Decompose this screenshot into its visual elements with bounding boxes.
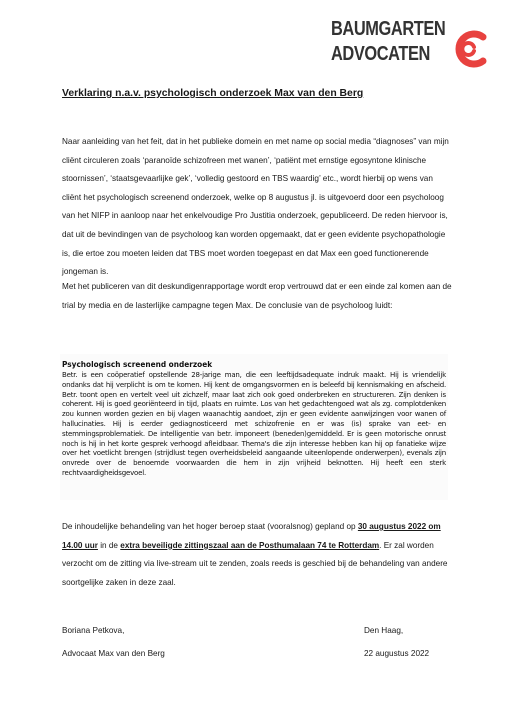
document-title: Verklaring n.a.v. psychologisch onderzoek Max van den Berg <box>62 88 364 99</box>
report-excerpt <box>60 354 448 500</box>
logo-line-2: ADVOCATEN <box>331 43 430 65</box>
hearing-text-2: in de <box>97 540 121 550</box>
hearing-location-highlight: extra beveiligde zittingszaal aan de Posthumalaan 74 te Rotterdam <box>120 540 380 550</box>
logo-c-mark-icon <box>450 28 492 70</box>
signing-city: Den Haag, <box>364 626 404 635</box>
firm-logo <box>331 12 491 74</box>
signing-date: 22 augustus 2022 <box>364 649 430 658</box>
hearing-date-highlight: 30 augustus 2022 om 14.00 uur <box>62 522 441 550</box>
hearing-text-3: . Er zal worden verzocht om de zitting via live-stream uit te zenden, zoals reeds is geschied bij de behandeling van andere soortgelijke zaken in deze zaal. <box>62 540 448 587</box>
excerpt-body: Betr. is een coöperatief opstellende 28-jarige man, die een leeftijdsadequate indruk maakt. Hij is vriendelijk ondanks dat hij verplicht is om te komen. Hij kent de omgangsvormen en is beleefd bij kennismaking en afscheid. Betr. toont open en vertelt veel uit zichzelf, maar laat zich ook goed onderbreken en structureren. Zijn denken is coherent. Hij is goed georiënteerd in tijd, plaats en ruimte. Los van het gedachtengoed wat als zg. complotdenken zou kunnen worden gezien en bij vlagen waanachtig aandoet, zijn er geen evidente aanwijzingen voor wanen of hallucinaties. Hij is eerder gediagnosticeerd met schizofrenie en er was (is) sprake van eet- en stemmingsproblematiek. De intelligentie van betr. imponeert (beneden)gemiddeld. Er is geen motorische onrust noch is hij in het korte gesprek verhoogd afleidbaar. Thema's die zijn interesse hebben kan hij op fanatieke wijze over het voetlicht brengen (strijdlust tegen overheidsbeleid aangaande uiteenlopende onderwerpen), evenals zijn onvrede over de benoemde voorwaarden die hem in zijn vrijheid beknotten. Hij heeft een sterk rechtvaardigheidsgevoel. <box>62 371 446 477</box>
logo-line-1: BAUMGARTEN <box>331 18 446 40</box>
hearing-text-1: De inhoudelijke behandeling van het hoger beroep staat (vooralsnog) gepland op <box>62 522 358 531</box>
intro-paragraph: Naar aanleiding van het feit, dat in het publieke domein en met name op social media “diagnoses” van mijn cliënt circuleren zoals ‘paranoïde schizofreen met wanen’, ‘patiënt met ernstige egosyntone klinische stoornissen’, ‘staatsgevaarlijke gek’, ‘volledig gestoord en TBS waardig’ etc., wordt hierbij op wens van cliënt het psychologisch screenend onderzoek, welke op 8 augustus jl. is uitgevoerd door een psycholoog van het NIFP in aanloop naar het enkelvoudige Pro Justitia onderzoek, gepubliceerd. De reden hiervoor is, dat uit de bevindingen van de psycholoog kan worden opgemaakt, dat er geen evidente psychopathologie is, die ertoe zou moeten leiden dat TBS moet worden toegepast en dat Max een goed functionerende jongeman is. <box>62 137 449 277</box>
signatory-name: Boriana Petkova, <box>62 626 125 635</box>
signatory-role: Advocaat Max van den Berg <box>62 649 165 658</box>
excerpt-heading: Psychologisch screenend onderzoek <box>62 360 213 369</box>
publication-paragraph: Met het publiceren van dit deskundigenrapportage wordt erop vertrouwd dat er een einde zal komen aan de trial by media en de lasterlijke campagne tegen Max. De conclusie van de psycholoog luidt: <box>62 282 452 310</box>
hearing-paragraph <box>62 518 454 592</box>
